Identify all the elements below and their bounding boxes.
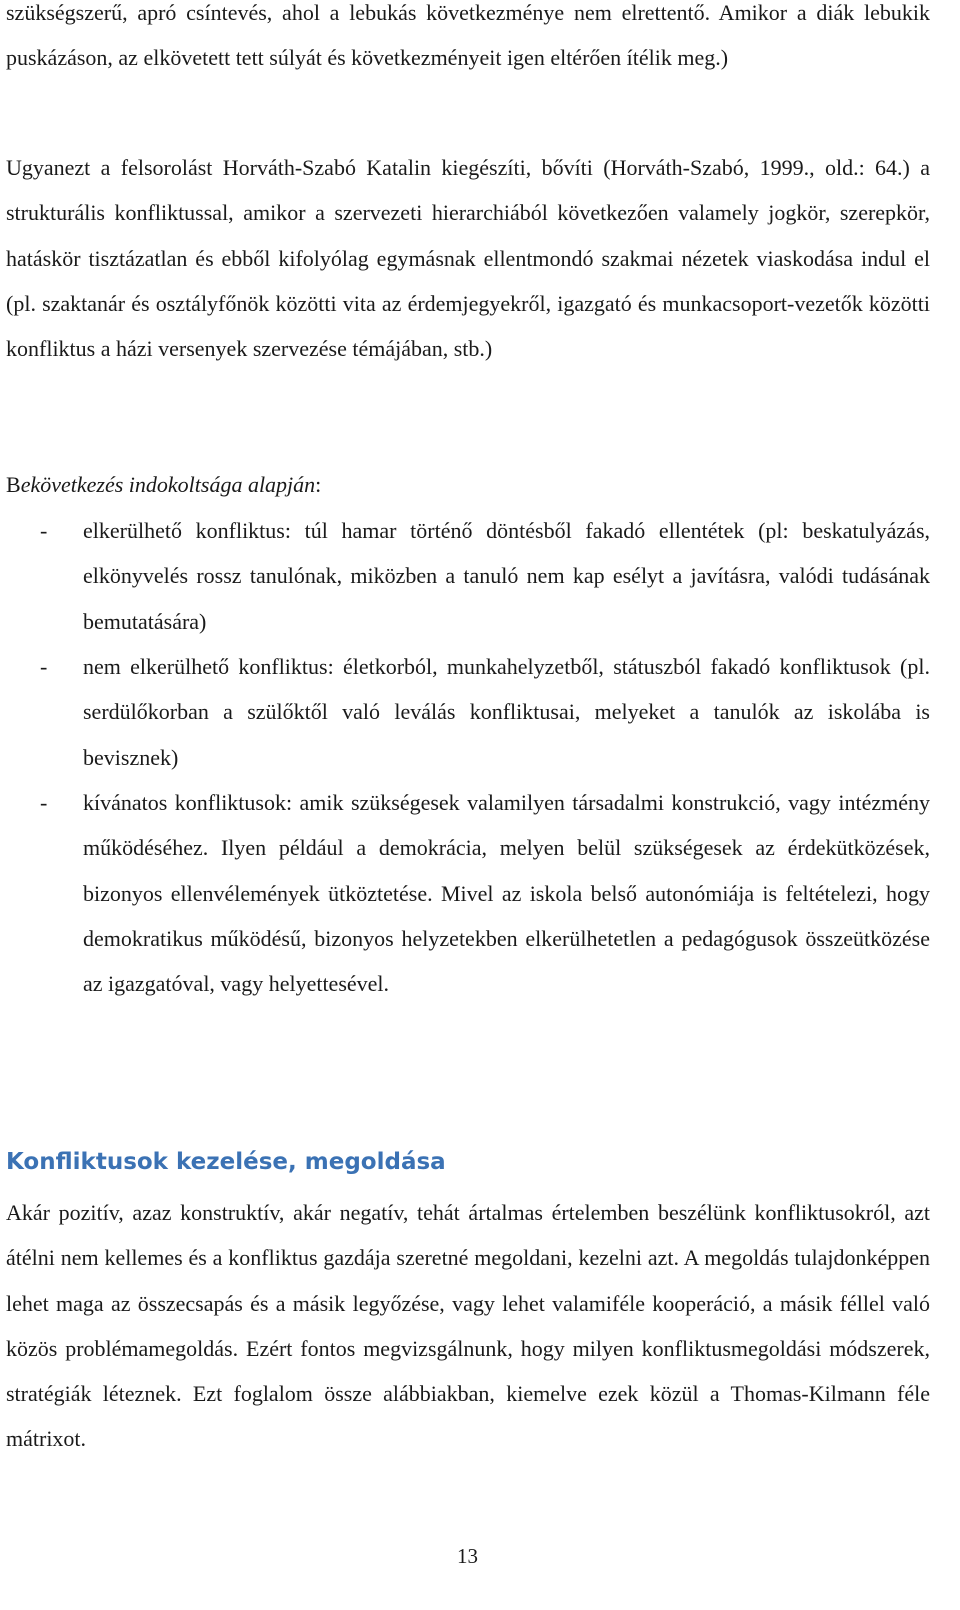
paragraph-intro-continuation: szükségszerű, apró csíntevés, ahol a lebukás következménye nem elrettentő. Amikor a diák lebukik puskázáson, az elkövetett tett súlyát és következményeit igen eltérően ítélik meg.): [6, 0, 930, 71]
section-heading: Konfliktusok kezelése, megoldása: [6, 1149, 446, 1175]
list-item: elkerülhető konfliktus: túl hamar történő döntésből fakadó ellentétek (pl: beskatulyázás, elkönyvelés rossz tanulónak, miközben a tanuló nem kap esélyt a javításra, valódi tudásának bemutatására): [83, 518, 930, 634]
list-bullet: -: [40, 790, 48, 815]
classification-label-italic: ekövetkezés indokoltsága alapján: [20, 472, 316, 497]
list-item: kívánatos konfliktusok: amik szükségesek valamilyen társadalmi konstrukció, vagy intézmény működéséhez. Ilyen például a demokrácia, melyen belül szükségesek az érdekütközések, bizonyos ellenvélemények ütköztetése. Mivel az iskola belső autonómiája is feltételezi, hogy demokratikus működésű, bizonyos helyzetekben elkerülhetetlen a pedagógusok összeütközése az igazgatóval, vagy helyettesével.: [83, 790, 930, 997]
classification-label-colon: :: [315, 472, 322, 497]
classification-label: [6, 462, 930, 507]
classification-label-initial: B: [6, 472, 21, 497]
list-item: nem elkerülhető konfliktus: életkorból, munkahelyzetből, státuszból fakadó konfliktusok (pl. serdülőkorban a szülőktől való leválás konfliktusai, melyeket a tanulók az iskolába is bevisznek): [83, 654, 930, 770]
page-number: 13: [457, 1544, 478, 1568]
paragraph-conflict-management: Akár pozitív, azaz konstruktív, akár negatív, tehát ártalmas értelemben beszélünk konfliktusokról, azt átélni nem kellemes és a konfliktus gazdája szeretné megoldani, kezelni azt. A megoldás tulajdonképpen lehet maga az összecsapás és a másik legyőzése, vagy lehet valamiféle kooperáció, a másik féllel való közös problémamegoldás. Ezért fontos megvizsgálnunk, hogy milyen konfliktusmegoldási módszerek, stratégiák léteznek. Ezt foglalom össze alábbiakban, kiemelve ezek közül a Thomas-Kilmann féle mátrixot.: [6, 1200, 930, 1452]
list-bullet: -: [40, 654, 48, 679]
list-bullet: -: [40, 518, 48, 543]
paragraph-structural-conflict: Ugyanezt a felsorolást Horváth-Szabó Katalin kiegészíti, bővíti (Horváth-Szabó, 1999., old.: 64.) a strukturális konfliktussal, amikor a szervezeti hierarchiából következően valamely jogkör, szerepkör, hatáskör tisztázatlan és ebből kifolyólag egymásnak ellentmondó szakmai nézetek viaskodása indul el (pl. szaktanár és osztályfőnök közötti vita az érdemjegyekről, igazgató és munkacsoport-vezetők közötti konfliktus a házi versenyek szervezése témájában, stb.): [6, 155, 930, 362]
